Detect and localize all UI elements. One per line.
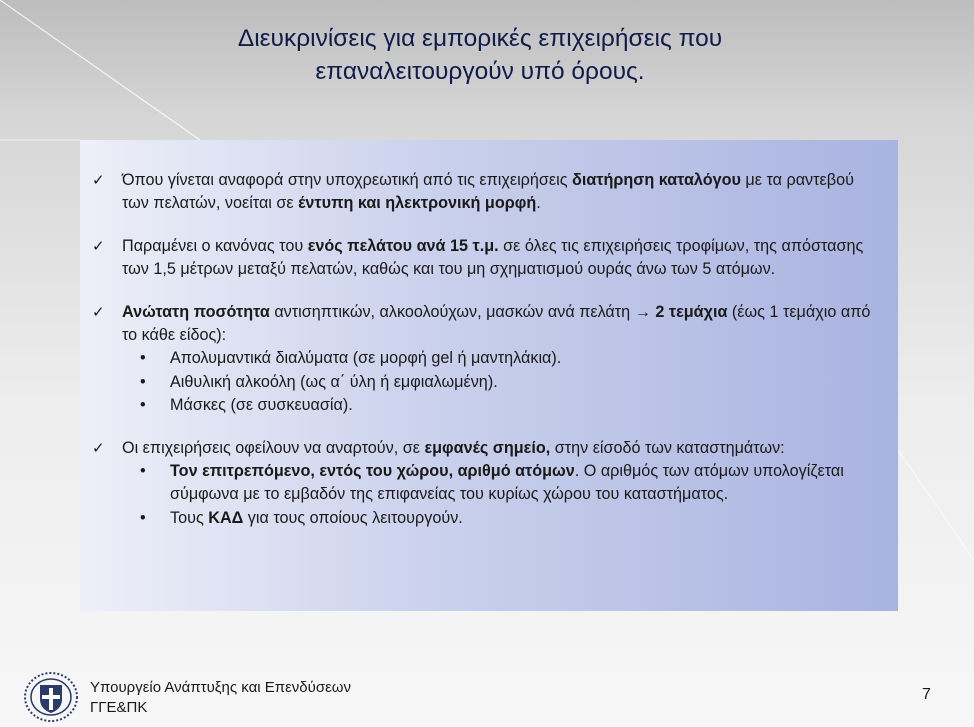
bold-text: έντυπη και ηλεκτρονική μορφή — [298, 194, 537, 213]
list-item-posting — [92, 437, 878, 531]
bullet-icon: • — [140, 349, 146, 368]
greek-coat-of-arms-icon — [22, 671, 80, 723]
decor-line — [898, 450, 974, 560]
text: . — [536, 194, 541, 213]
bold-text: 2 τεμάχια — [650, 302, 728, 321]
bullet-icon: • — [140, 396, 146, 415]
list-item-catalog — [92, 169, 878, 216]
text: Τους — [170, 508, 209, 527]
text: αντισηπτικών, αλκοολούχων, μασκών ανά πελάτη — [269, 302, 635, 321]
unit-line: ΓΓΕ&ΠΚ — [90, 699, 148, 716]
sub-list-item — [122, 347, 878, 370]
bold-text: Τον επιτρεπόμενο, εντός του χώρου, αριθμό ατόμων — [170, 462, 575, 481]
bold-text: εμφανές σημείο, — [424, 438, 551, 457]
text: Παραμένει ο κανόνας του — [122, 236, 308, 255]
sub-list-item — [122, 507, 878, 530]
list-item-customer-rule — [92, 235, 878, 282]
bold-text: διατήρηση καταλόγου — [572, 171, 741, 189]
text: Όπου γίνεται αναφορά στην υποχρεωτική από τις επιχειρήσεις — [122, 171, 572, 189]
page-number: 7 — [922, 686, 931, 703]
text: με τα ραντεβού των πελατών, νοείται σε — [122, 171, 854, 213]
sub-list — [122, 347, 878, 417]
text: στην είσοδό των καταστημάτων: — [550, 438, 785, 457]
text: για τους οποίους λειτουργούν. — [243, 508, 463, 527]
bold-text: Ανώτατη ποσότητα — [122, 302, 270, 321]
ministry-name — [90, 678, 351, 718]
title-line-1: Διευκρινίσεις για εμπορικές επιχειρήσεις που — [237, 25, 723, 52]
checkmark-icon: ✓ — [92, 302, 105, 321]
arrow-icon: → — [634, 302, 651, 321]
bullet-icon: • — [140, 462, 146, 481]
bold-text: ΚΑΔ — [208, 508, 244, 527]
text: σε όλες τις επιχειρήσεις τροφίμων, της απόστασης των 1,5 μέτρων μεταξύ πελατών, καθώς και του μη σχηματισμού ουράς άνω των 5 ατόμων. — [122, 236, 864, 279]
text: Αιθυλική αλκοόλη (ως α΄ ύλη ή εμφιαλωμένη). — [170, 372, 498, 391]
text: Μάσκες (σε συσκευασία). — [170, 396, 353, 415]
bullet-icon: • — [140, 508, 146, 527]
text: . Ο αριθμός των ατόμων υπολογίζεται σύμφωνα με το εμβαδόν της επιφανείας του κυρίως χώρου του καταστήματος. — [170, 462, 844, 504]
sub-list-item — [122, 460, 878, 507]
text: (έως 1 τεμάχιο από το κάθε είδος): — [122, 302, 871, 345]
ministry-line: Υπουργείο Ανάπτυξης και Επενδύσεων — [90, 679, 351, 696]
checkmark-icon: ✓ — [92, 171, 105, 189]
list-item-max-quantity — [92, 301, 878, 418]
bold-text: ενός πελάτου ανά 15 τ.μ. — [307, 236, 499, 255]
slide-title — [130, 22, 830, 88]
checkmark-icon: ✓ — [92, 236, 105, 255]
checkmark-icon: ✓ — [92, 438, 105, 457]
content-panel — [80, 140, 898, 611]
sub-list-item — [122, 371, 878, 394]
text: Απολυμαντικά διαλύματα (σε μορφή gel ή μαντηλάκια). — [170, 349, 562, 368]
sub-list — [122, 460, 878, 530]
bullet-icon: • — [140, 372, 146, 391]
text: Οι επιχειρήσεις οφείλουν να αναρτούν, σε — [122, 438, 425, 457]
title-line-2: επαναλειτουργούν υπό όρους. — [315, 58, 645, 85]
sub-list-item — [122, 394, 878, 417]
